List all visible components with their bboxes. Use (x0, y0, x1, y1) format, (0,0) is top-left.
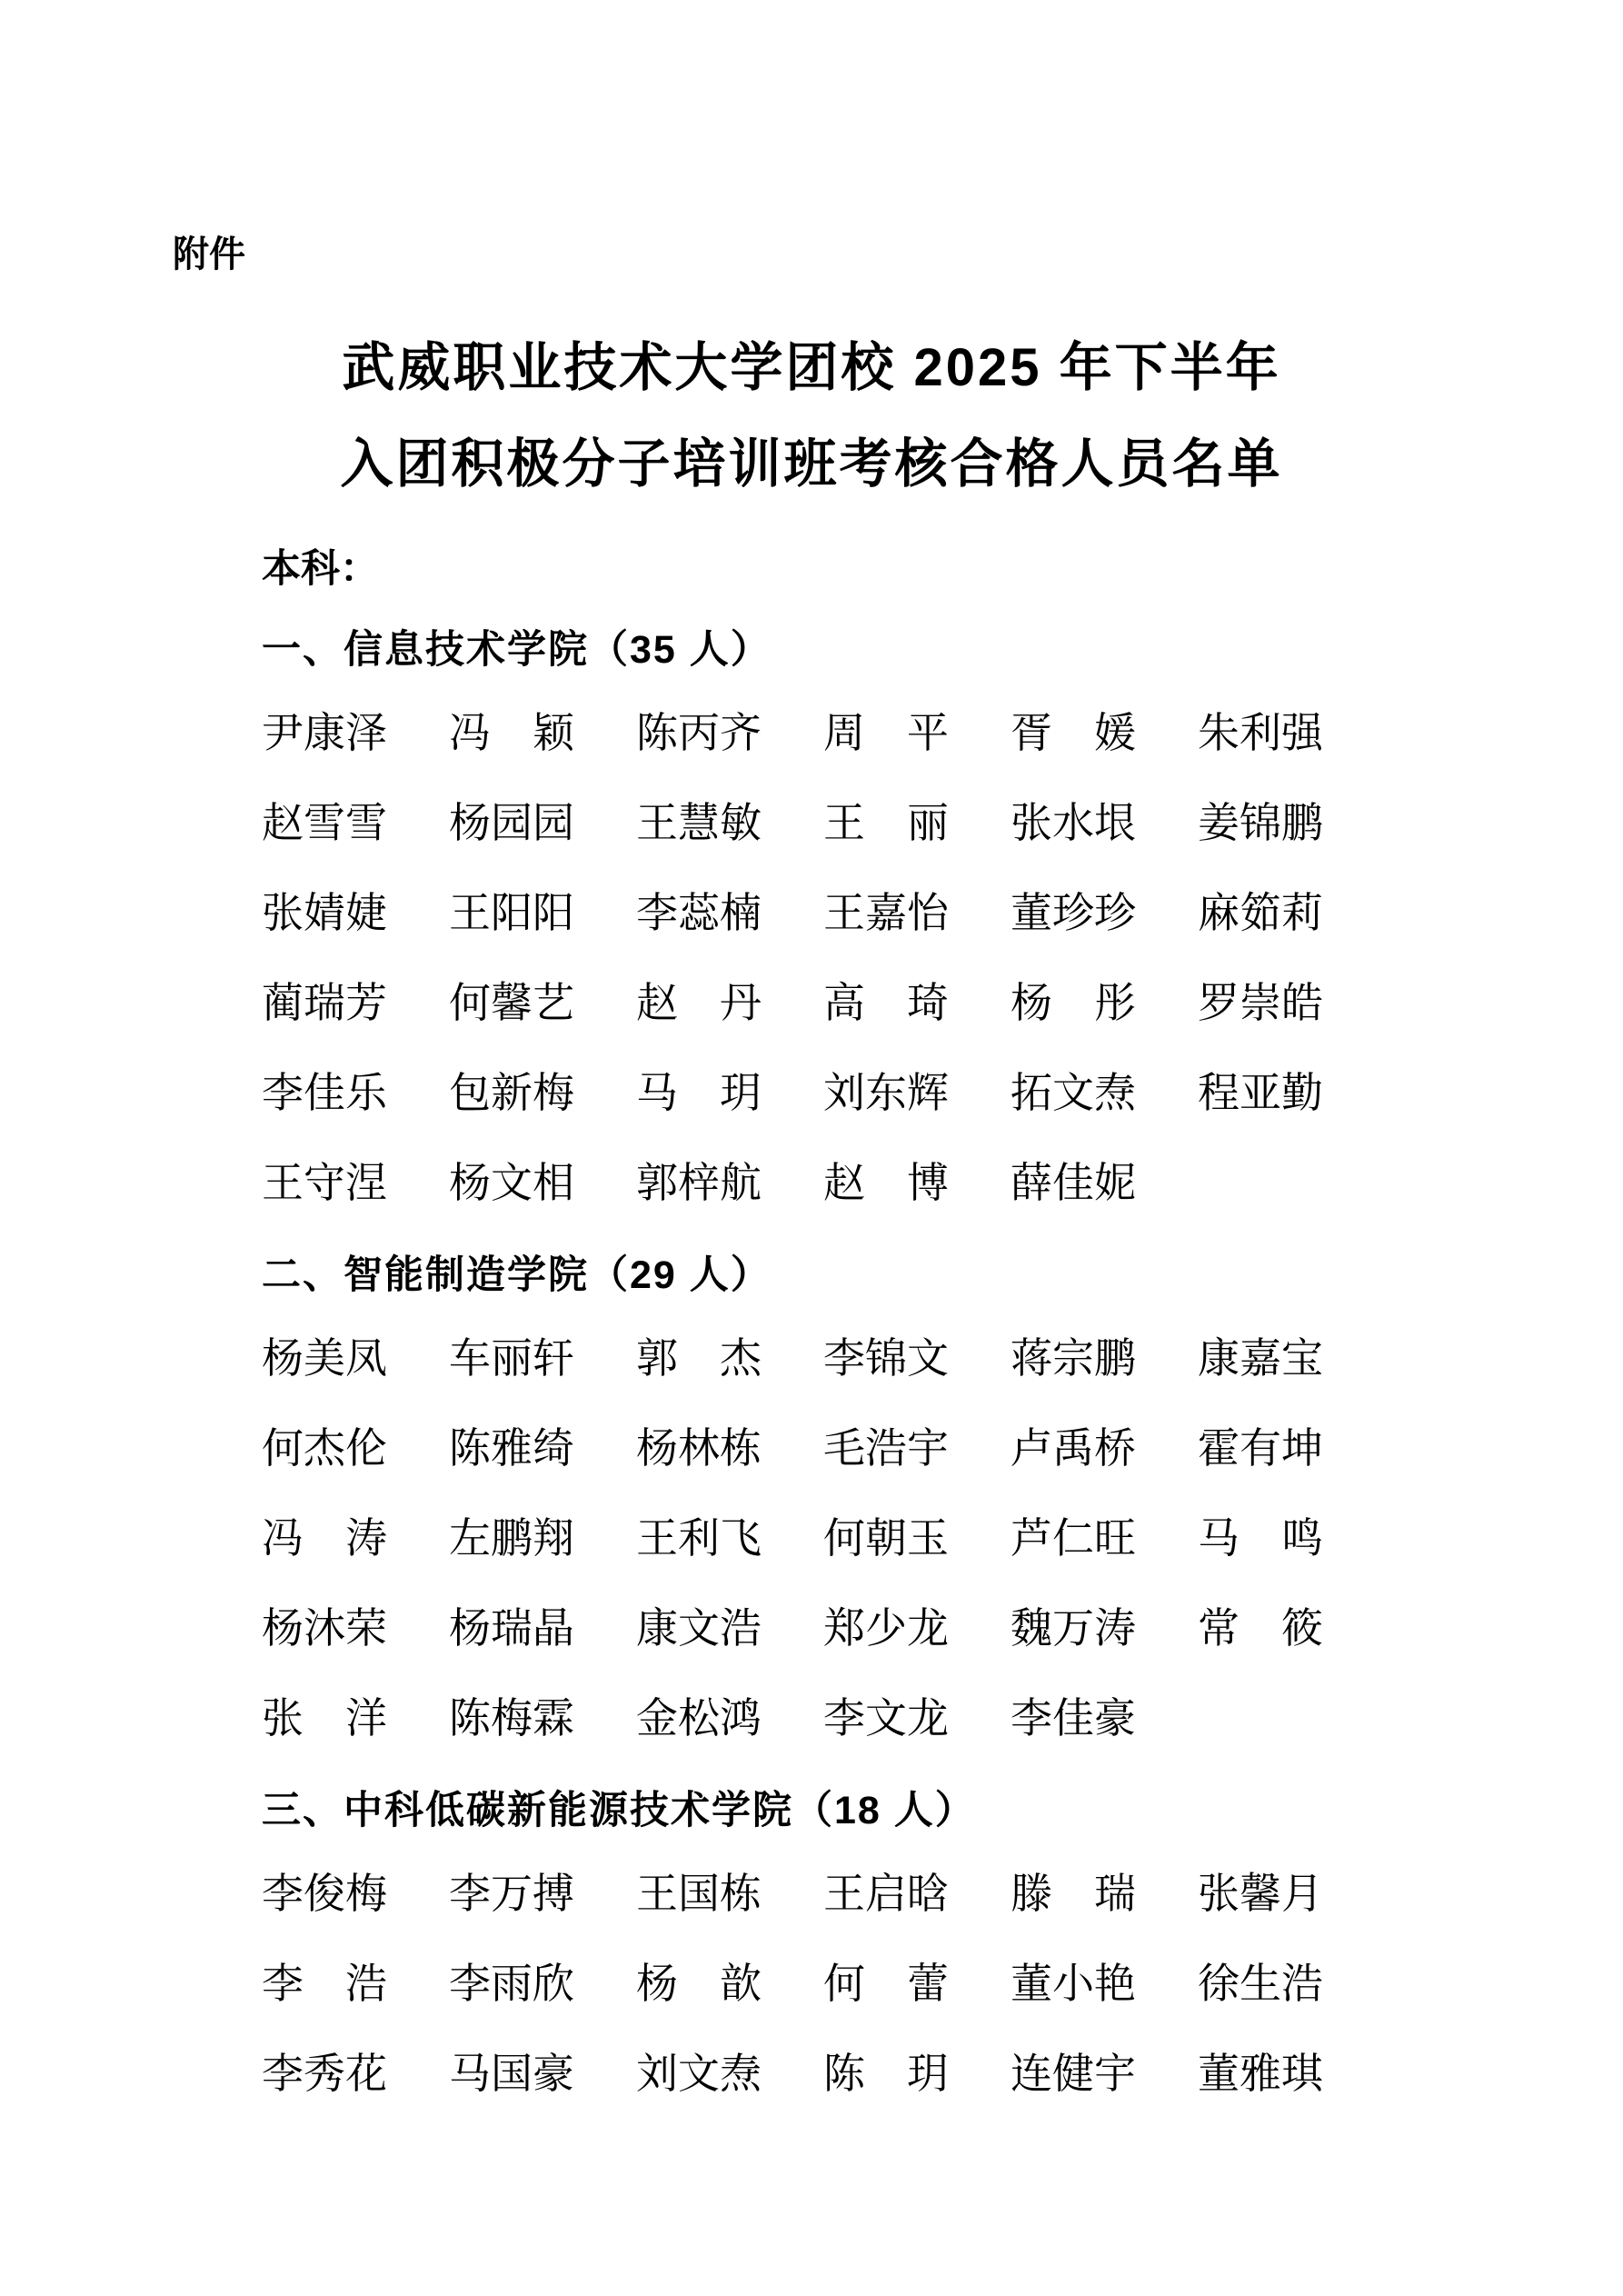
person-name: 李锦文 (823, 1335, 949, 1382)
person-name: 杨瑞晶 (449, 1605, 574, 1652)
person-name: 王慧敏 (636, 800, 762, 846)
names-row (262, 1516, 1514, 1562)
person-name: 康文浩 (636, 1605, 762, 1652)
person-name: 蔺瑞芳 (262, 980, 387, 1026)
college-section (262, 1251, 1514, 1742)
person-name: 魏万涛 (1011, 1605, 1136, 1652)
person-name: 董雅琪 (1198, 2051, 1323, 2097)
college-section (262, 1786, 1514, 2097)
person-name: 何 蕾 (823, 1961, 949, 2007)
person-name: 杨沐荣 (262, 1605, 387, 1652)
person-name: 陈 玥 (823, 2051, 949, 2097)
person-name: 卢禹桥 (1011, 1425, 1136, 1472)
person-name: 杨美凤 (262, 1335, 387, 1382)
person-name: 徐生浩 (1198, 1961, 1323, 2007)
person-name: 常 筱 (1198, 1605, 1323, 1652)
names-row (262, 1426, 1514, 1472)
person-name: 李俊梅 (262, 1871, 387, 1917)
person-name: 赵 博 (823, 1160, 949, 1206)
person-name: 霍有坤 (1198, 1425, 1323, 1472)
person-name: 张水垠 (1011, 800, 1136, 846)
person-name: 连健宇 (1011, 2051, 1136, 2097)
person-name: 陈梅霖 (449, 1695, 574, 1742)
person-name: 周 平 (823, 710, 949, 756)
person-name: 何朝玉 (823, 1515, 949, 1562)
person-name: 王利飞 (636, 1515, 762, 1562)
person-name: 郭梓航 (636, 1160, 762, 1206)
sections (262, 625, 1514, 2097)
person-name: 拓文焘 (1011, 1070, 1136, 1116)
names-row (262, 1962, 1514, 2007)
document-body (262, 545, 1514, 2097)
person-name: 麻筎莉 (1198, 890, 1323, 936)
names-row (262, 2051, 1514, 2097)
names-row (262, 981, 1514, 1026)
section-heading: 二、智能制造学院（29 人） (262, 1253, 772, 1297)
person-name: 李文龙 (823, 1695, 949, 1742)
section-heading: 三、中科低碳新能源技术学院（18 人） (262, 1789, 976, 1832)
person-name: 胥 媛 (1011, 710, 1136, 756)
person-name: 董小艳 (1011, 1961, 1136, 2007)
person-name: 李秀花 (262, 2051, 387, 2097)
document-title-line1: 武威职业技术大学团校 2025 年下半年 (342, 338, 1281, 397)
person-name: 杨 彤 (1011, 980, 1136, 1026)
college-section (262, 625, 1514, 1206)
person-name: 李雨欣 (449, 1961, 574, 2007)
person-name: 李佳豪 (1011, 1695, 1136, 1742)
person-name: 杨文相 (449, 1160, 574, 1206)
person-name: 李蕊楠 (636, 890, 762, 936)
person-name: 罗崇皓 (1198, 980, 1323, 1026)
names-row (262, 1872, 1514, 1917)
person-name: 车丽轩 (449, 1335, 574, 1382)
person-name: 杨园园 (449, 800, 574, 846)
person-name: 郭 杰 (636, 1335, 762, 1382)
person-name: 马国豪 (449, 2051, 574, 2097)
person-name: 包新梅 (449, 1070, 574, 1116)
person-name: 郑少龙 (823, 1605, 949, 1652)
person-name: 程亚勤 (1198, 1070, 1323, 1116)
person-name: 杨林栋 (636, 1425, 762, 1472)
person-name: 陈雅绮 (449, 1425, 574, 1472)
person-name: 朱利强 (1198, 710, 1323, 756)
names-row (262, 1336, 1514, 1382)
person-name: 王国栋 (636, 1871, 762, 1917)
person-name: 杨 歆 (636, 1961, 762, 2007)
names-row (262, 1696, 1514, 1742)
person-name: 赵雪雪 (262, 800, 387, 846)
names-row (262, 1606, 1514, 1652)
names-row (262, 891, 1514, 936)
person-name: 王启晗 (823, 1871, 949, 1917)
person-name: 左鹏翔 (449, 1515, 574, 1562)
person-name: 王嘉怡 (823, 890, 949, 936)
person-name: 尹康泽 (262, 710, 387, 756)
person-name: 张婧婕 (262, 890, 387, 936)
names-row (262, 1071, 1514, 1116)
person-name: 张 洋 (262, 1695, 387, 1742)
person-name: 姜锦鹏 (1198, 800, 1323, 846)
person-name: 何馨艺 (449, 980, 574, 1026)
person-name: 陈丙齐 (636, 710, 762, 756)
person-name: 蒋宗鹏 (1011, 1335, 1136, 1382)
person-name: 刘东辉 (823, 1070, 949, 1116)
person-name: 何杰伦 (262, 1425, 387, 1472)
person-name: 刘文焘 (636, 2051, 762, 2097)
person-name: 马 玥 (636, 1070, 762, 1116)
person-name: 李 浩 (262, 1961, 387, 2007)
person-name: 赵 丹 (636, 980, 762, 1026)
degree-label: 本科： (262, 547, 379, 591)
person-name: 张馨月 (1198, 1871, 1323, 1917)
section-heading: 一、信息技术学院（35 人） (262, 628, 772, 672)
names-row (262, 711, 1514, 756)
person-name: 王守涅 (262, 1160, 387, 1206)
person-name: 冯 涛 (262, 1515, 387, 1562)
person-name: 李万搏 (449, 1871, 574, 1917)
person-name: 王阳阳 (449, 890, 574, 936)
person-name: 李佳乐 (262, 1070, 387, 1116)
person-name: 薛佳妮 (1011, 1160, 1136, 1206)
person-name: 马 鸣 (1198, 1515, 1323, 1562)
person-name: 冯 颖 (449, 710, 574, 756)
person-name: 康嘉宝 (1198, 1335, 1323, 1382)
person-name: 高 琦 (823, 980, 949, 1026)
person-name: 滕 瑞 (1011, 1871, 1136, 1917)
person-name: 毛浩宇 (823, 1425, 949, 1472)
person-name: 芦仁旺 (1011, 1515, 1136, 1562)
person-name: 董珍珍 (1011, 890, 1136, 936)
document-title-line2: 入团积极分子培训班考核合格人员名单 (340, 434, 1283, 494)
names-row (262, 1161, 1514, 1206)
attachment-label: 附件 (173, 235, 245, 275)
person-name: 金松鸿 (636, 1695, 762, 1742)
names-row (262, 801, 1514, 846)
person-name: 王 丽 (823, 800, 949, 846)
